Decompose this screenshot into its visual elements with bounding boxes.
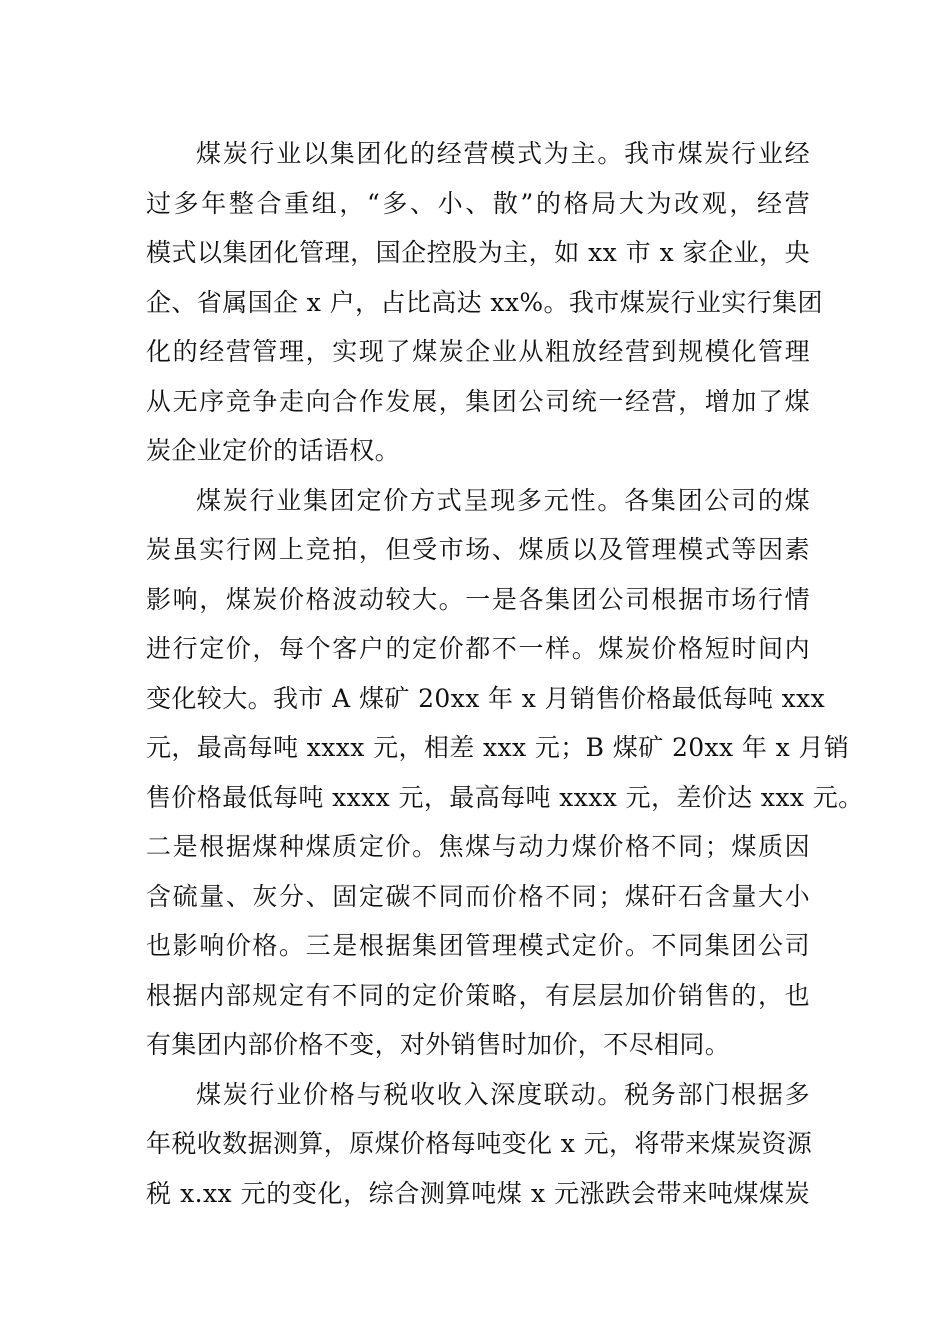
paragraph-line: 变化较大。我市 A 煤矿 20xx 年 x 月销售价格最低每吨 xxx <box>146 683 826 713</box>
paragraph-line: 年税收数据测算，原煤价格每吨变化 x 元，将带来煤炭资源 <box>146 1129 813 1158</box>
paragraph-line: 炭企业定价的话语权。 <box>146 436 401 465</box>
paragraph-line: 模式以集团化管理，国企控股为主，如 xx 市 x 家企业，央 <box>146 238 810 267</box>
paragraph-line: 过多年整合重组，“多、小、散”的格局大为改观，经营 <box>146 188 810 218</box>
paragraph-line: 影响，煤炭价格波动较大。一是各集团公司根据市场行情 <box>146 584 810 614</box>
paragraph-line: 煤炭行业集团定价方式呈现多元性。各集团公司的煤 <box>196 485 810 515</box>
paragraph-tax-linkage <box>146 1070 813 1219</box>
paragraph-line: 煤炭行业价格与税收收入深度联动。税务部门根据多 <box>196 1079 810 1109</box>
document-body <box>146 129 864 1218</box>
paragraph-line: 炭虽实行网上竞拍，但受市场、煤质以及管理模式等因素 <box>146 535 810 564</box>
paragraph-line: 元，最高每吨 xxxx 元，相差 xxx 元；B 煤矿 20xx 年 x 月销 <box>146 733 850 762</box>
paragraph-line: 税 x.xx 元的变化，综合测算吨煤 x 元涨跌会带来吨煤煤炭 <box>146 1178 810 1208</box>
paragraph-line: 企、省属国企 x 户，占比高达 xx%。我市煤炭行业实行集团 <box>146 287 823 317</box>
paragraph-line: 也影响价格。三是根据集团管理模式定价。不同集团公司 <box>146 931 810 960</box>
paragraph-collectivized-operation <box>146 129 823 476</box>
paragraph-line: 有集团内部价格不变，对外销售时加价，不尽相同。 <box>146 1030 731 1059</box>
paragraph-line: 从无序竞争走向合作发展，集团公司统一经营，增加了煤 <box>146 386 810 416</box>
paragraph-line: 进行定价，每个客户的定价都不一样。煤炭价格短时间内 <box>146 634 810 663</box>
paragraph-line: 根据内部规定有不同的定价策略，有层层加价销售的，也 <box>146 980 810 1010</box>
paragraph-line: 煤炭行业以集团化的经营模式为主。我市煤炭行业经 <box>196 139 810 168</box>
paragraph-line: 售价格最低每吨 xxxx 元，最高每吨 xxxx 元，差价达 xxx 元。 <box>146 782 864 812</box>
paragraph-line: 化的经营管理，实现了煤炭企业从粗放经营到规模化管理 <box>146 337 810 366</box>
paragraph-pricing-diversity <box>146 476 864 1070</box>
paragraph-line: 二是根据煤种煤质定价。焦煤与动力煤价格不同；煤质因 <box>146 832 810 861</box>
paragraph-line: 含硫量、灰分、固定碳不同而价格不同；煤矸石含量大小 <box>146 881 810 911</box>
